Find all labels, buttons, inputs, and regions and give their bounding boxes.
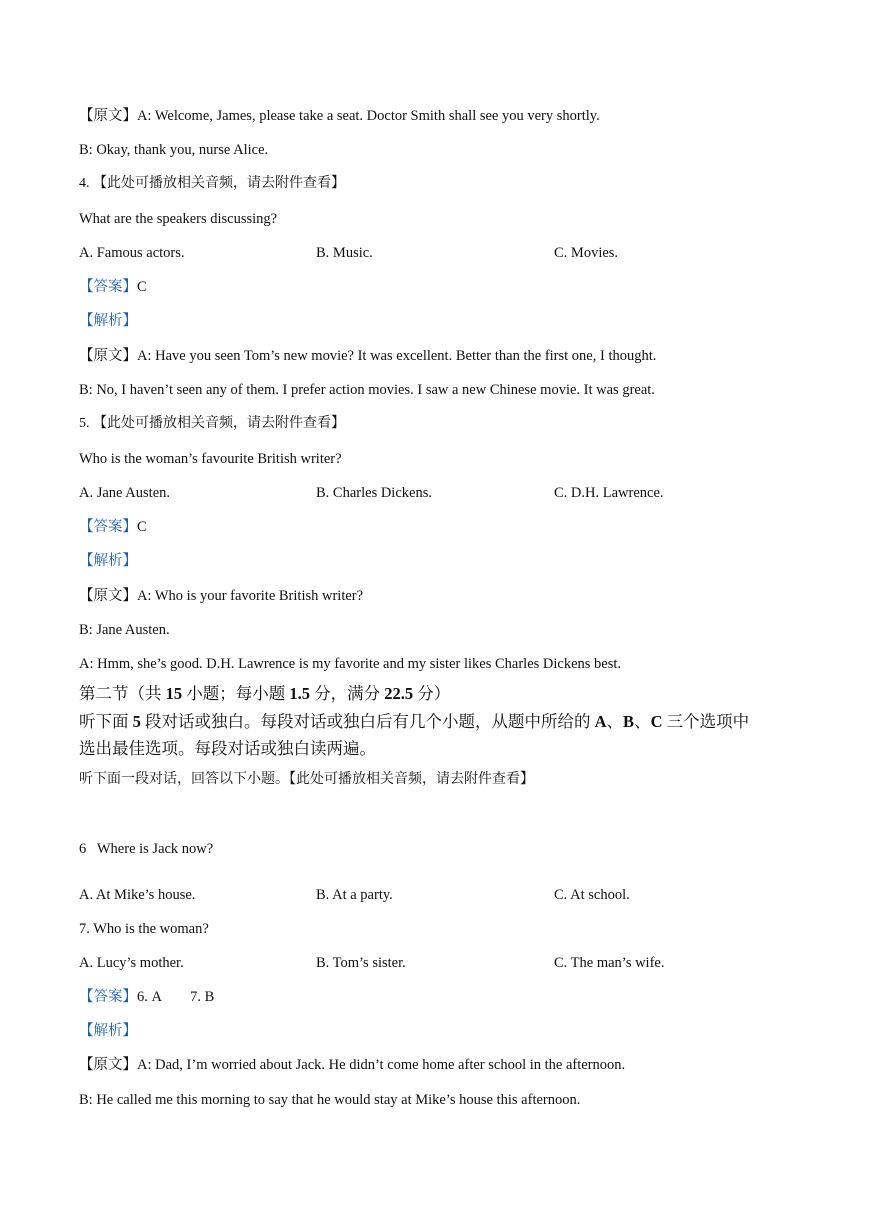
q3-transcript-a: 【原文】A: Welcome, James, please take a seat. Doctor Smith shall see you very shortly. (79, 108, 600, 124)
q4-transcript-b: B: No, I haven’t seen any of them. I prefer action movies. I saw a new Chinese movie. It was great. (79, 382, 655, 398)
q6-option-a: A. At Mike’s house. (79, 887, 196, 903)
section-instructions-1: 听下面 5 段对话或独白。每段对话或独白后有几个小题，从题中所给的 A、B、C 三个选项中 (79, 712, 750, 731)
q5-analysis-tag: 【解析】 (79, 553, 137, 569)
q7-option-c: C. The man’s wife. (554, 955, 665, 971)
q6-question: 6 Where is Jack now? (79, 841, 214, 857)
q5-transcript-a: 【原文】A: Who is your favorite British writer? (79, 588, 364, 604)
q4-option-c: C. Movies. (554, 245, 619, 261)
q5-transcript-b: B: Jane Austen. (79, 622, 170, 638)
q4-question: What are the speakers discussing? (79, 211, 278, 227)
q67-answer: 【答案】6. A 7. B (79, 989, 215, 1005)
q7-option-a: A. Lucy’s mother. (79, 955, 184, 971)
q5-option-a: A. Jane Austen. (79, 485, 171, 501)
q5-question: Who is the woman’s favourite British writer? (79, 451, 342, 467)
q4-option-a: A. Famous actors. (79, 245, 185, 261)
q4-option-b: B. Music. (316, 245, 373, 261)
q7-question: 7. Who is the woman? (79, 921, 209, 937)
q67-analysis-tag: 【解析】 (79, 1023, 137, 1039)
q6-option-b: B. At a party. (316, 887, 393, 903)
q5-option-c: C. D.H. Lawrence. (554, 485, 664, 501)
q7-option-b: B. Tom’s sister. (316, 955, 406, 971)
q4-analysis-tag: 【解析】 (79, 313, 137, 329)
q5-option-b: B. Charles Dickens. (316, 485, 432, 501)
q4-header: 4. 【此处可播放相关音频，请去附件查看】 (79, 176, 345, 191)
transcript-tag: 【原文】 (79, 348, 137, 364)
q3-transcript-b: B: Okay, thank you, nurse Alice. (79, 142, 269, 158)
q4-transcript-a: 【原文】A: Have you seen Tom’s new movie? It was excellent. Better than the first one, I thought. (79, 348, 657, 364)
q4-answer: 【答案】C (79, 279, 147, 295)
section-instructions-2: 选出最佳选项。每段对话或独白读两遍。 (79, 739, 376, 758)
answer-tag: 【答案】 (79, 519, 137, 535)
q5-header: 5. 【此处可播放相关音频，请去附件查看】 (79, 416, 345, 431)
q6-option-c: C. At school. (554, 887, 630, 903)
q67-transcript-b: B: He called me this morning to say that he would stay at Mike’s house this afternoon. (79, 1092, 581, 1108)
section-heading: 第二节（共 15 小题；每小题 1.5 分，满分 22.5 分） (79, 684, 451, 703)
audio-note: 【此处可播放相关音频，请去附件查看】 (93, 416, 345, 431)
audio-note: 【此处可播放相关音频，请去附件查看】 (93, 176, 345, 191)
transcript-tag: 【原文】 (79, 108, 137, 124)
answer-tag: 【答案】 (79, 279, 137, 295)
transcript-tag: 【原文】 (79, 588, 137, 604)
q5-answer: 【答案】C (79, 519, 147, 535)
q67-transcript-a: 【原文】A: Dad, I’m worried about Jack. He didn’t come home after school in the afternoon. (79, 1057, 626, 1073)
section-instructions-3: 听下面一段对话，回答以下小题。【此处可播放相关音频，请去附件查看】 (79, 772, 534, 787)
answer-tag: 【答案】 (79, 989, 137, 1005)
q5-transcript-a2: A: Hmm, she’s good. D.H. Lawrence is my favorite and my sister likes Charles Dickens best. (79, 656, 622, 672)
transcript-tag: 【原文】 (79, 1057, 137, 1073)
